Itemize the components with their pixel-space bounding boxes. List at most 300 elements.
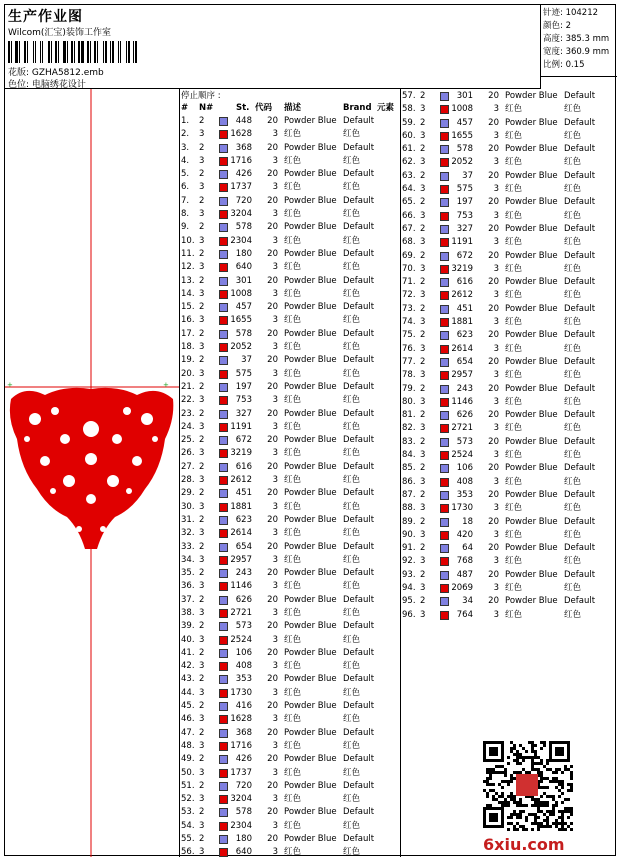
row-code: 20 <box>267 807 278 818</box>
color-swatch <box>219 316 228 325</box>
row-description: Powder Blue <box>505 144 558 155</box>
table-row <box>401 343 617 356</box>
row-brand: Default <box>564 277 596 288</box>
row-description: Powder Blue <box>284 621 337 632</box>
row-description: Powder Blue <box>505 569 558 580</box>
table-row <box>180 753 400 766</box>
row-stitches: 180 <box>235 834 252 845</box>
color-swatch <box>219 343 228 352</box>
row-needle: 3 <box>420 130 426 141</box>
row-description: Powder Blue <box>284 488 337 499</box>
row-code: 20 <box>488 170 499 181</box>
table-row <box>180 208 400 221</box>
row-needle: 3 <box>199 767 205 778</box>
color-swatch <box>219 636 228 645</box>
color-swatch <box>219 370 228 379</box>
row-stitches: 3219 <box>451 263 473 274</box>
row-code: 3 <box>493 343 499 354</box>
row-code: 20 <box>267 674 278 685</box>
row-brand: Default <box>343 222 375 233</box>
table-row <box>180 740 400 753</box>
row-needle: 3 <box>199 475 205 486</box>
row-description: Powder Blue <box>284 222 337 233</box>
row-description: Powder Blue <box>284 461 337 472</box>
row-stitches: 640 <box>235 847 252 858</box>
row-code: 3 <box>272 607 278 618</box>
row-needle: 2 <box>199 461 205 472</box>
row-index: 77. <box>402 356 416 367</box>
table-row <box>401 542 617 555</box>
row-code: 20 <box>488 250 499 261</box>
row-description: 红色 <box>284 740 302 751</box>
row-stitches: 426 <box>235 169 252 180</box>
row-index: 7. <box>181 195 190 206</box>
row-index: 23. <box>181 408 195 419</box>
row-needle: 3 <box>199 501 205 512</box>
row-needle: 2 <box>420 596 426 607</box>
row-code: 3 <box>493 290 499 301</box>
color-swatch <box>219 130 228 139</box>
row-index: 81. <box>402 410 416 421</box>
row-needle: 3 <box>199 368 205 379</box>
table-row <box>180 168 400 181</box>
row-stitches: 197 <box>235 381 252 392</box>
row-stitches: 1716 <box>230 155 252 166</box>
header-description: 描述 <box>284 103 302 113</box>
table-row <box>401 502 617 515</box>
row-stitches: 1881 <box>451 317 473 328</box>
row-code: 20 <box>488 277 499 288</box>
row-needle: 3 <box>199 235 205 246</box>
row-stitches: 1655 <box>451 130 473 141</box>
row-needle: 2 <box>199 514 205 525</box>
row-code: 20 <box>267 594 278 605</box>
row-brand: Default <box>564 197 596 208</box>
row-brand: Default <box>343 514 375 525</box>
row-needle: 2 <box>199 621 205 632</box>
row-code: 20 <box>488 383 499 394</box>
color-swatch <box>219 782 228 791</box>
color-swatch <box>440 225 449 234</box>
table-row <box>180 647 400 660</box>
row-brand: Default <box>564 489 596 500</box>
row-stitches: 2524 <box>451 450 473 461</box>
row-description: Powder Blue <box>284 780 337 791</box>
row-code: 3 <box>272 661 278 672</box>
row-code: 3 <box>272 740 278 751</box>
row-index: 36. <box>181 581 195 592</box>
row-brand: Default <box>343 248 375 259</box>
row-brand: 红色 <box>343 634 361 645</box>
color-swatch <box>219 835 228 844</box>
row-needle: 2 <box>420 356 426 367</box>
row-index: 16. <box>181 315 195 326</box>
row-needle: 3 <box>420 290 426 301</box>
row-description: Powder Blue <box>505 410 558 421</box>
row-needle: 3 <box>420 343 426 354</box>
row-needle: 3 <box>199 581 205 592</box>
table-row <box>180 700 400 713</box>
row-index: 61. <box>402 144 416 155</box>
table-row <box>401 369 617 382</box>
row-index: 96. <box>402 609 416 620</box>
row-index: 39. <box>181 621 195 632</box>
color-swatch <box>440 265 449 274</box>
row-stitches: 327 <box>235 408 252 419</box>
row-index: 41. <box>181 647 195 658</box>
row-index: 75. <box>402 330 416 341</box>
row-stitches: 243 <box>235 568 252 579</box>
row-description: 红色 <box>284 767 302 778</box>
table-row <box>180 567 400 580</box>
color-swatch <box>440 252 449 261</box>
row-stitches: 753 <box>456 210 473 221</box>
row-stitches: 1191 <box>230 421 252 432</box>
row-code: 20 <box>488 197 499 208</box>
row-index: 91. <box>402 543 416 554</box>
color-swatch <box>440 172 449 181</box>
row-code: 20 <box>488 144 499 155</box>
row-stitches: 2957 <box>230 554 252 565</box>
row-code: 3 <box>272 315 278 326</box>
row-index: 44. <box>181 687 195 698</box>
row-index: 46. <box>181 714 195 725</box>
color-swatch <box>219 250 228 259</box>
color-swatch <box>219 609 228 618</box>
design-stats <box>541 5 617 77</box>
color-swatch <box>219 662 228 671</box>
row-index: 83. <box>402 436 416 447</box>
row-needle: 3 <box>199 714 205 725</box>
row-stitches: 368 <box>235 727 252 738</box>
row-brand: 红色 <box>564 450 582 461</box>
color-swatch <box>440 518 449 527</box>
row-index: 51. <box>181 780 195 791</box>
table-row <box>180 275 400 288</box>
row-description: Powder Blue <box>505 356 558 367</box>
row-brand: 红色 <box>564 396 582 407</box>
table-row <box>401 196 617 209</box>
row-brand: 红色 <box>343 209 361 220</box>
row-brand: Default <box>564 170 596 181</box>
color-swatch <box>219 543 228 552</box>
table-row <box>180 128 400 141</box>
color-swatch <box>219 649 228 658</box>
color-swatch <box>219 157 228 166</box>
row-description: 红色 <box>284 794 302 805</box>
row-index: 76. <box>402 343 416 354</box>
row-needle: 3 <box>199 342 205 353</box>
row-brand: Default <box>343 302 375 313</box>
row-code: 20 <box>267 514 278 525</box>
row-description: 红色 <box>505 317 523 328</box>
table-row <box>180 487 400 500</box>
stitch-count: 针迹: 104212 <box>543 8 599 18</box>
row-description: 红色 <box>284 634 302 645</box>
table-row <box>180 793 400 806</box>
row-index: 64. <box>402 184 416 195</box>
row-stitches: 1146 <box>230 581 252 592</box>
stop-rows-right <box>401 90 617 622</box>
color-swatch <box>440 331 449 340</box>
table-row <box>401 223 617 236</box>
color-swatch <box>219 223 228 232</box>
row-index: 5. <box>181 169 190 180</box>
colorway-label: 色位: 电脑绣花设计 <box>8 80 86 90</box>
row-index: 8. <box>181 209 190 220</box>
row-description: Powder Blue <box>505 596 558 607</box>
table-row <box>401 436 617 449</box>
row-index: 12. <box>181 262 195 273</box>
row-brand: Default <box>564 516 596 527</box>
table-row <box>401 103 617 116</box>
design-width: 宽度: 360.9 mm <box>543 47 610 57</box>
row-index: 14. <box>181 288 195 299</box>
color-count: 颜色: 2 <box>543 21 571 31</box>
row-description: 红色 <box>284 607 302 618</box>
row-description: 红色 <box>284 288 302 299</box>
row-needle: 3 <box>199 740 205 751</box>
row-brand: Default <box>564 383 596 394</box>
row-needle: 3 <box>420 263 426 274</box>
table-row <box>180 314 400 327</box>
row-index: 38. <box>181 607 195 618</box>
row-description: Powder Blue <box>284 275 337 286</box>
color-swatch <box>219 210 228 219</box>
color-swatch <box>440 504 449 513</box>
color-swatch <box>219 383 228 392</box>
row-description: 红色 <box>284 182 302 193</box>
row-description: Powder Blue <box>505 170 558 181</box>
table-row <box>401 489 617 502</box>
row-needle: 3 <box>199 155 205 166</box>
color-swatch <box>219 117 228 126</box>
row-description: Powder Blue <box>284 647 337 658</box>
table-header <box>180 102 400 115</box>
row-needle: 2 <box>420 303 426 314</box>
color-swatch <box>440 371 449 380</box>
color-swatch <box>219 436 228 445</box>
row-stitches: 3204 <box>230 209 252 220</box>
row-code: 20 <box>267 541 278 552</box>
header-brand: Brand <box>343 103 372 113</box>
table-row <box>180 261 400 274</box>
row-code: 3 <box>272 288 278 299</box>
color-swatch <box>440 92 449 101</box>
row-code: 3 <box>272 448 278 459</box>
row-description: 红色 <box>505 476 523 487</box>
color-swatch <box>440 438 449 447</box>
color-swatch <box>219 330 228 339</box>
row-description: 红色 <box>505 210 523 221</box>
row-description: Powder Blue <box>284 834 337 845</box>
color-swatch <box>440 238 449 247</box>
row-needle: 2 <box>199 834 205 845</box>
row-index: 93. <box>402 569 416 580</box>
row-description: Powder Blue <box>505 463 558 474</box>
row-stitches: 2721 <box>230 607 252 618</box>
row-brand: 红色 <box>564 609 582 620</box>
table-row <box>401 529 617 542</box>
row-description: 红色 <box>284 581 302 592</box>
color-swatch <box>219 463 228 472</box>
row-brand: Default <box>343 807 375 818</box>
table-row <box>180 248 400 261</box>
color-swatch <box>440 278 449 287</box>
row-code: 3 <box>493 503 499 514</box>
row-index: 69. <box>402 250 416 261</box>
row-index: 56. <box>181 847 195 858</box>
row-stitches: 623 <box>456 330 473 341</box>
row-brand: 红色 <box>343 342 361 353</box>
row-index: 88. <box>402 503 416 514</box>
row-brand: Default <box>564 91 596 101</box>
row-code: 3 <box>493 450 499 461</box>
table-row <box>180 434 400 447</box>
row-brand: 红色 <box>343 528 361 539</box>
table-row <box>180 780 400 793</box>
row-needle: 3 <box>199 421 205 432</box>
table-row <box>180 713 400 726</box>
stop-sequence-column-right <box>401 90 617 622</box>
row-brand: 红色 <box>343 155 361 166</box>
row-stitches: 1716 <box>230 740 252 751</box>
row-index: 40. <box>181 634 195 645</box>
row-index: 45. <box>181 701 195 712</box>
row-description: 红色 <box>505 104 523 115</box>
table-row <box>180 580 400 593</box>
row-code: 3 <box>272 634 278 645</box>
row-stitches: 243 <box>456 383 473 394</box>
row-stitches: 408 <box>235 661 252 672</box>
row-needle: 3 <box>420 317 426 328</box>
row-stitches: 408 <box>456 476 473 487</box>
row-code: 20 <box>267 195 278 206</box>
row-brand: 红色 <box>343 475 361 486</box>
table-row <box>180 474 400 487</box>
row-code: 20 <box>267 275 278 286</box>
row-description: 红色 <box>505 423 523 434</box>
color-swatch <box>440 491 449 500</box>
color-swatch <box>219 356 228 365</box>
row-stitches: 672 <box>235 435 252 446</box>
header-index: # <box>181 103 189 113</box>
design-height: 高度: 385.3 mm <box>543 34 610 44</box>
row-needle: 3 <box>420 104 426 115</box>
row-index: 92. <box>402 556 416 567</box>
color-swatch <box>440 185 449 194</box>
row-stitches: 37 <box>241 355 252 366</box>
row-description: 红色 <box>284 368 302 379</box>
row-stitches: 1881 <box>230 501 252 512</box>
color-swatch <box>219 290 228 299</box>
table-row <box>180 607 400 620</box>
row-index: 35. <box>181 568 195 579</box>
table-row <box>180 620 400 633</box>
color-swatch <box>440 318 449 327</box>
row-brand: 红色 <box>564 130 582 141</box>
row-code: 3 <box>272 395 278 406</box>
color-swatch <box>219 715 228 724</box>
table-row <box>180 142 400 155</box>
row-stitches: 2304 <box>230 235 252 246</box>
row-index: 65. <box>402 197 416 208</box>
table-row <box>180 181 400 194</box>
row-code: 20 <box>267 381 278 392</box>
row-description: 红色 <box>505 263 523 274</box>
row-stitches: 2957 <box>451 370 473 381</box>
row-stitches: 573 <box>456 436 473 447</box>
design-scale: 比例: 0.15 <box>543 60 585 70</box>
row-needle: 2 <box>420 91 426 101</box>
row-brand: 红色 <box>564 582 582 593</box>
row-stitches: 616 <box>235 461 252 472</box>
row-description: Powder Blue <box>505 303 558 314</box>
row-index: 25. <box>181 435 195 446</box>
table-row <box>180 301 400 314</box>
row-description: 红色 <box>284 448 302 459</box>
row-stitches: 416 <box>235 701 252 712</box>
table-row <box>180 727 400 740</box>
row-description: Powder Blue <box>505 383 558 394</box>
row-index: 72. <box>402 290 416 301</box>
row-index: 57. <box>402 91 416 101</box>
row-description: 红色 <box>505 556 523 567</box>
color-swatch <box>219 170 228 179</box>
table-row <box>180 354 400 367</box>
row-stitches: 2612 <box>451 290 473 301</box>
row-brand: Default <box>343 754 375 765</box>
svg-text:+: + <box>163 381 169 389</box>
color-swatch <box>440 571 449 580</box>
row-description: Powder Blue <box>505 543 558 554</box>
row-needle: 3 <box>199 182 205 193</box>
row-code: 3 <box>272 767 278 778</box>
row-needle: 2 <box>420 543 426 554</box>
table-row <box>180 687 400 700</box>
row-index: 27. <box>181 461 195 472</box>
row-stitches: 3204 <box>230 794 252 805</box>
table-row <box>401 555 617 568</box>
row-code: 20 <box>267 780 278 791</box>
table-row <box>180 501 400 514</box>
row-stitches: 106 <box>235 647 252 658</box>
row-needle: 3 <box>420 237 426 248</box>
table-row <box>180 833 400 846</box>
table-row <box>401 356 617 369</box>
table-row <box>401 569 617 582</box>
row-code: 20 <box>488 356 499 367</box>
row-index: 58. <box>402 104 416 115</box>
color-swatch <box>219 675 228 684</box>
table-row <box>180 594 400 607</box>
row-description: Powder Blue <box>505 91 558 101</box>
row-brand: 红色 <box>343 262 361 273</box>
color-swatch <box>219 476 228 485</box>
row-description: Powder Blue <box>284 328 337 339</box>
row-needle: 2 <box>199 275 205 286</box>
row-index: 63. <box>402 170 416 181</box>
color-swatch <box>440 385 449 394</box>
table-row <box>401 595 617 608</box>
row-code: 20 <box>267 302 278 313</box>
row-code: 3 <box>493 476 499 487</box>
row-needle: 2 <box>420 197 426 208</box>
row-stitches: 451 <box>235 488 252 499</box>
color-swatch <box>219 582 228 591</box>
color-swatch <box>219 277 228 286</box>
row-needle: 2 <box>199 807 205 818</box>
